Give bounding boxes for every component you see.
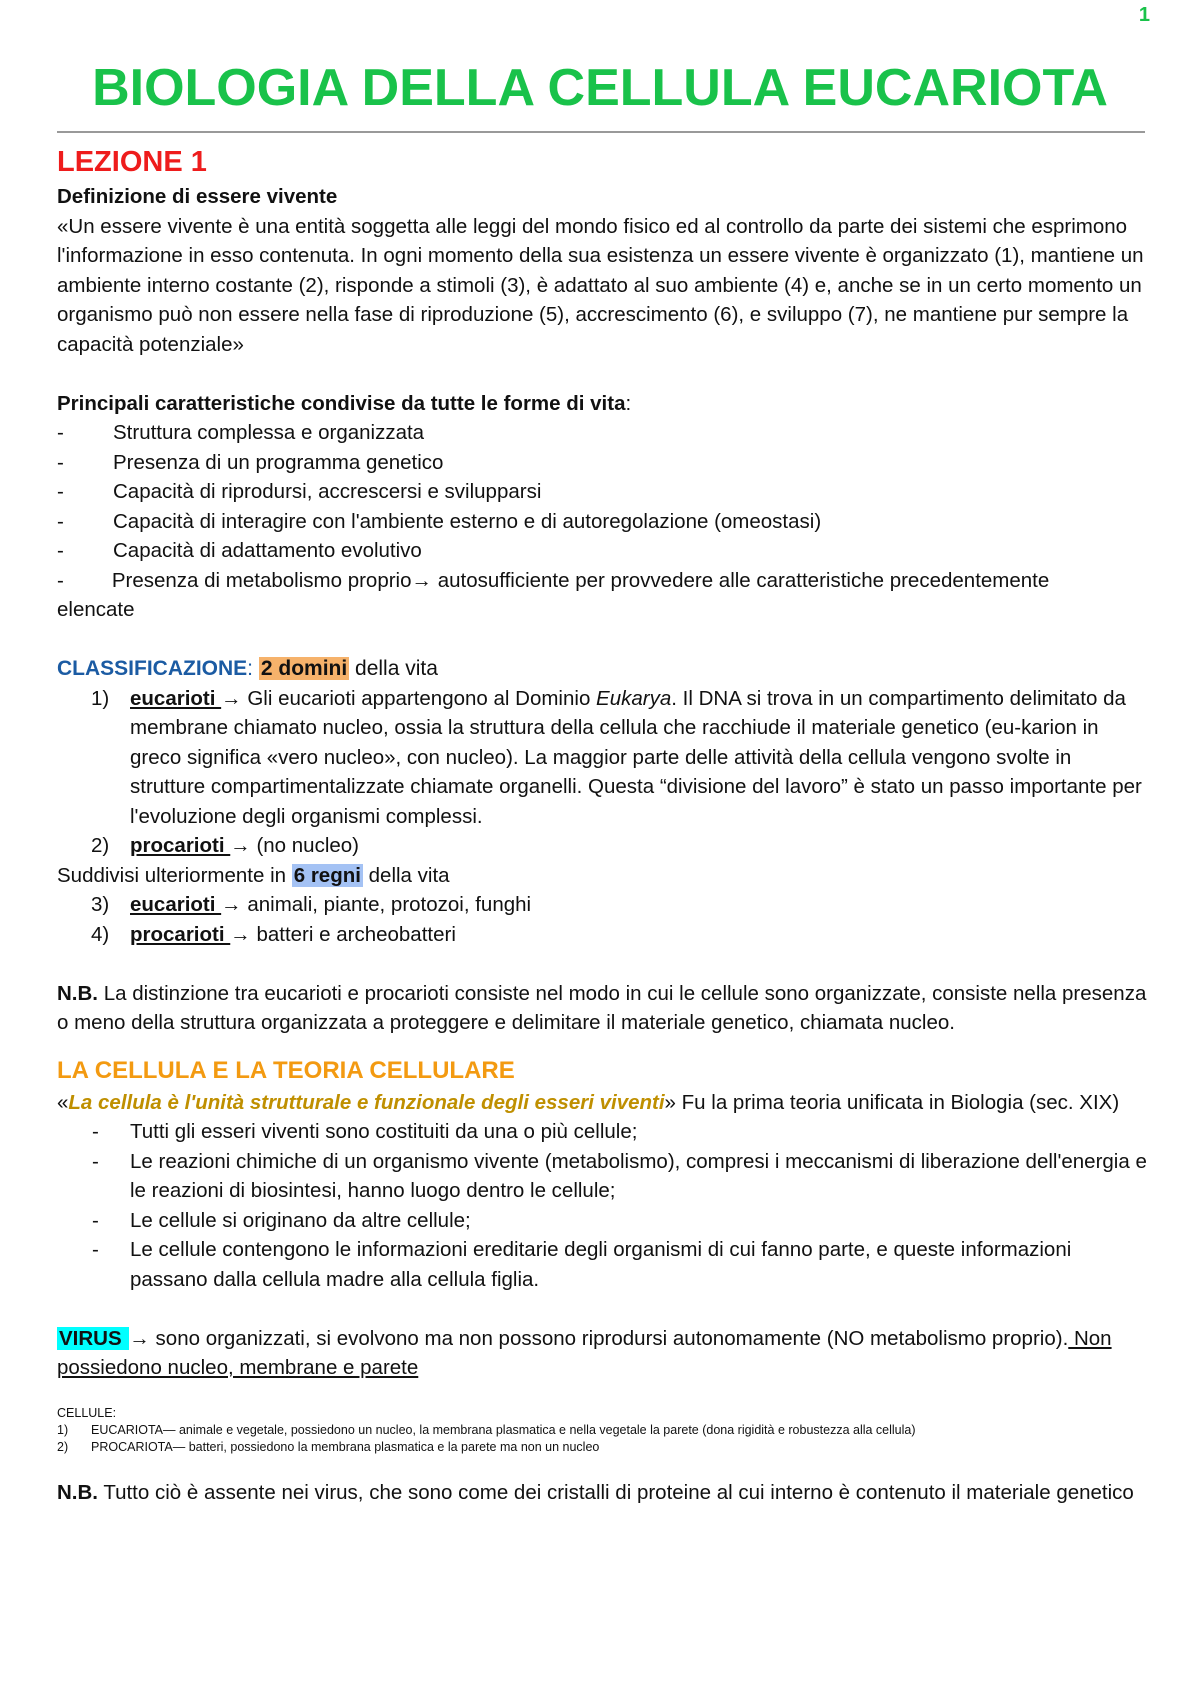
dash-bullet: - [57, 421, 64, 444]
cell-theory-quote: La cellula è l'unità strutturale e funzionale degli esseri viventi [68, 1090, 665, 1114]
kingdoms-list [57, 890, 1147, 949]
list-item [57, 1117, 1147, 1147]
virus-underlined-text: Non possiedono nucleo, membrane e parete [57, 1326, 1112, 1379]
term-procarioti: procarioti [130, 834, 231, 857]
definition-heading: Definizione di essere vivente [57, 185, 338, 208]
list-item-text: Struttura complessa e organizzata [113, 421, 425, 444]
kingdoms-line [57, 861, 1147, 891]
list-item-text: → batteri e archeobatteri [230, 922, 456, 946]
list-item-text: Le cellule contengono le informazioni ereditarie degli organismi di cui fanno parte, e queste informazioni passano dalla cellula madre alla cellula figlia. [130, 1238, 1072, 1291]
dash-bullet: - [57, 509, 64, 533]
kingdoms-text: Suddivisi ulteriormente in [57, 863, 292, 887]
characteristics-last-item-cont: elencate [57, 598, 135, 621]
kingdoms-highlight: 6 regni [293, 863, 361, 887]
list-item [57, 448, 1147, 478]
characteristics-last-item [57, 566, 1147, 596]
cells-heading: CELLULE: [57, 1405, 117, 1420]
cells-summary [57, 1405, 1147, 1456]
list-item-text: Tutti gli esseri viventi sono costituiti da una o più cellule; [130, 1120, 638, 1143]
term-eucarioti: eucarioti [130, 893, 222, 916]
list-item-text: Capacità di riprodursi, accrescersi e svilupparsi [113, 480, 542, 503]
virus-line [57, 1324, 1147, 1383]
list-item [57, 536, 1147, 566]
title-divider [57, 131, 1145, 133]
dash-bullet: - [57, 450, 64, 474]
list-item [57, 684, 1147, 832]
list-item-text: Le cellule si originano da altre cellule; [130, 1208, 471, 1232]
list-item-text: → (no nucleo) [230, 834, 360, 857]
cell-theory-list [57, 1117, 1147, 1294]
open-quote: « [57, 1090, 69, 1114]
list-item [57, 1422, 1147, 1439]
kingdoms-suffix: della vita [362, 863, 450, 887]
list-item [57, 920, 1147, 950]
list-item-text: Capacità di interagire con l'ambiente esterno e di autoregolazione (omeostasi) [113, 509, 822, 533]
list-number: 3) [91, 893, 110, 916]
virus-text: → sono organizzati, si evolvono ma non possono riprodursi autonomamente (NO metabolismo proprio). [129, 1326, 1069, 1350]
characteristics-list [57, 418, 1147, 566]
term-procarioti: procarioti [130, 922, 231, 946]
characteristics-heading-line [57, 389, 1147, 419]
list-item [57, 477, 1147, 507]
list-item [57, 507, 1147, 537]
document-body [57, 142, 1147, 1507]
cell-theory-heading: LA CELLULA E LA TEORIA CELLULARE [57, 1056, 515, 1084]
characteristics-heading: Principali caratteristiche condivise da tutte le forme di vita [57, 391, 626, 415]
nb-label: N.B. [57, 1480, 98, 1504]
list-number: 4) [91, 922, 110, 946]
list-item-text: EUCARIOTA— animale e vegetale, possiedono un nucleo, la membrana plasmatica e nella vegetale la parete (dona rigidità e robustezza alla cellula) [91, 1422, 916, 1437]
list-number: 1) [57, 1422, 69, 1437]
classification-suffix: della vita [349, 657, 438, 680]
definition-section [57, 182, 1147, 212]
list-item [57, 1206, 1147, 1236]
list-item-text: Presenza di metabolismo proprio→ autosufficiente per provvedere alle caratteristiche precedentemente [111, 568, 1050, 592]
page-number: 1 [1138, 4, 1150, 26]
cell-theory-quote-line [57, 1088, 1147, 1118]
dash-bullet: - [57, 480, 64, 503]
list-number: 2) [57, 1439, 69, 1454]
dash-bullet: - [57, 568, 64, 592]
lesson-heading: LEZIONE 1 [57, 146, 207, 178]
classification-line [57, 654, 1147, 684]
classification-colon: : [247, 657, 254, 680]
list-item [57, 418, 1147, 448]
nota-bene-2 [57, 1478, 1147, 1508]
list-number: 2) [91, 834, 110, 857]
list-item-text: . Il DNA si trova in un compartimento delimitato da membrane chiamato nucleo, ossia la struttura della cellula che racchiude il materiale genetico (eu-karion in greco significa «vero nucleo», con nucleo). La maggior parte delle attività della cellula vengono svolte in strutture compartimentalizzate chiamate organelli. Questa “divisione del lavoro” è stato un passo importante per l'evoluzione degli organismi complessi. [130, 686, 1142, 828]
domains-list [57, 684, 1147, 861]
list-item-text: → Gli eucarioti appartengono al Dominio [221, 686, 597, 710]
dash-bullet: - [92, 1208, 99, 1232]
list-item [57, 1235, 1147, 1294]
nb-text: Tutto ciò è assente nei virus, che sono come dei cristalli di proteine al cui interno è contenuto il materiale genetico [98, 1480, 1134, 1504]
domains-highlight: 2 domini [260, 657, 348, 680]
list-item [57, 831, 1147, 861]
list-item [57, 1439, 1147, 1456]
document-title: BIOLOGIA DELLA CELLULA EUCARIOTA [92, 59, 1108, 117]
dash-bullet: - [57, 539, 64, 562]
list-item-text: Capacità di adattamento evolutivo [113, 539, 422, 562]
list-item-text: Le reazioni chimiche di un organismo vivente (metabolismo), compresi i meccanismi di liberazione dell'energia e le reazioni di biosintesi, hanno luogo dentro le cellule; [130, 1149, 1147, 1202]
nb-label: N.B. [57, 981, 98, 1005]
dash-bullet: - [92, 1238, 99, 1261]
characteristics-colon: : [625, 391, 632, 415]
list-item-text: → animali, piante, protozoi, funghi [221, 893, 532, 916]
list-item [57, 1147, 1147, 1206]
list-item [57, 890, 1147, 920]
definition-text: «Un essere vivente è una entità soggetta alle leggi del mondo fisico ed al controllo da parte dei sistemi che esprimono l'informazione in esso contenuta. In ogni momento della sua esistenza un essere vivente è organizzato (1), mantiene un ambiente interno costante (2), risponde a stimoli (3), è adattato al suo ambiente (4) e, anche se in un certo momento un organismo può non essere nella fase di riproduzione (5), accrescimento (6), e sviluppo (7), ne mantiene pur sempre la capacità potenziale» [57, 214, 1144, 356]
cells-list [57, 1422, 1147, 1456]
list-item-text: Presenza di un programma genetico [113, 450, 444, 474]
classification-heading: CLASSIFICAZIONE [57, 657, 248, 680]
term-eucarioti: eucarioti [130, 686, 222, 710]
cell-theory-text: » Fu la prima teoria unificata in Biologia (sec. XIX) [664, 1090, 1120, 1114]
list-item-text: PROCARIOTA— batteri, possiedono la membrana plasmatica e la parete ma non un nucleo [91, 1439, 600, 1454]
dash-bullet: - [92, 1149, 99, 1173]
list-number: 1) [91, 686, 110, 710]
italic-term: Eukarya [596, 686, 672, 710]
nota-bene-1 [57, 979, 1147, 1038]
virus-highlight: VIRUS [59, 1326, 128, 1350]
dash-bullet: - [92, 1120, 99, 1143]
nb-text: La distinzione tra eucarioti e procarioti consiste nel modo in cui le cellule sono organizzate, consiste nella presenza o meno della struttura organizzata a proteggere e delimitare il materiale genetico, chiamata nucleo. [57, 981, 1147, 1034]
